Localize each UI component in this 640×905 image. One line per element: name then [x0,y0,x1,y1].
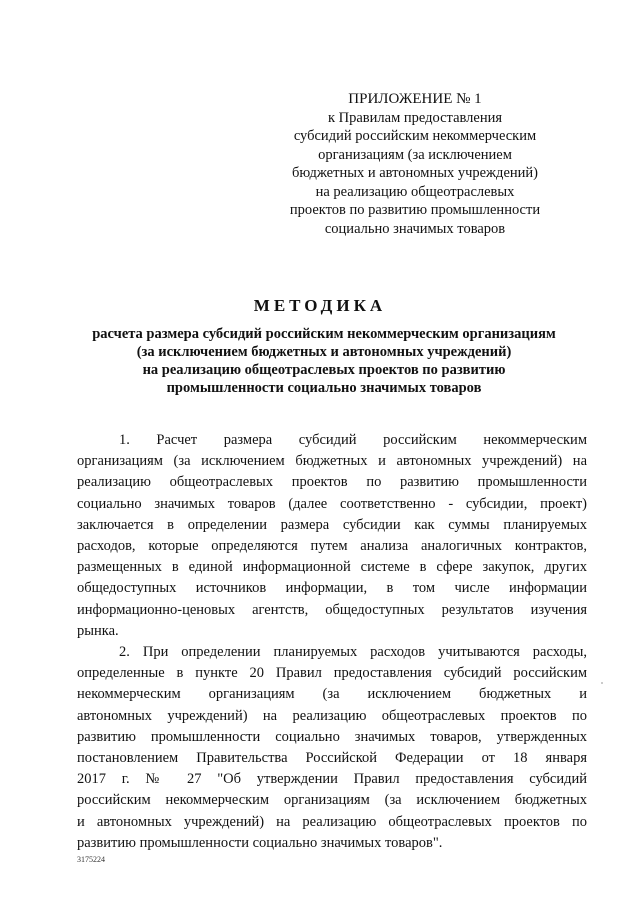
subtitle-line: промышленности социально значимых товаров [166,380,482,396]
text-line: развитию промышленности социально значимых товаров". [77,834,443,851]
document-subtitle [60,325,588,397]
appendix-line: к Правилам предоставления [327,109,503,126]
text-line: 1. Расчет размера субсидий российским некоммерческим [119,432,587,448]
appendix-line: организациям (за исключением [318,146,512,163]
text-line: и автономных учреждений) на реализацию общеотраслевых проектов по [77,813,587,830]
appendix-line: на реализацию общеотраслевых [315,183,515,200]
text-line: расходов, которые определяются путем анализа аналогичных контрактов, [77,538,587,555]
text-line: рынка. [77,622,119,639]
appendix-line: социально значимых товаров [324,220,506,237]
text-line: 2. При определении планируемых расходов учитываются расходы, [119,644,587,661]
subtitle-line: (за исключением бюджетных и автономных учреждений) [136,344,512,360]
text-line: социально значимых товаров (далее соответственно - субсидии, проект) [77,495,587,512]
text-line: развитию промышленности социально значимых товаров, утвержденных [77,728,587,745]
document-number: 3175224 [77,855,105,864]
text-line: постановлением Правительства Российской Федерации от 18 января [77,750,587,767]
document-body [77,430,587,854]
text-line: информационно-ценовых агентств, общедоступных результатов изучения [77,601,587,618]
text-line: автономных учреждений) на реализацию общеотраслевых проектов по [77,707,587,724]
paragraph-1 [77,430,587,642]
document-title: МЕТОДИКА [253,296,387,315]
text-line: общедоступных источников информации, в том числе информации [77,580,587,597]
text-line: некоммерческим организациям (за исключением бюджетных и [77,686,587,703]
text-line: определенные в пункте 20 Правил предоставления субсидий российским [77,665,587,682]
appendix-line: бюджетных и автономных учреждений) [292,165,538,181]
text-line: заключается в определении размера субсидии как суммы планируемых [77,516,587,533]
appendix-line: субсидий российским некоммерческим [293,128,537,144]
text-line: размещенных в единой информационной системе в сфере закупок, других [77,559,587,576]
subtitle-line: расчета размера субсидий российским некоммерческим организациям [92,326,556,342]
subtitle-line: на реализацию общеотраслевых проектов по развитию [142,362,506,378]
text-line: российским некоммерческим организациям (за исключением бюджетных [77,792,587,809]
appendix-title: ПРИЛОЖЕНИЕ № 1 [348,91,482,107]
text-line: организациям (за исключением бюджетных и автономных учреждений) на [77,453,587,470]
text-line: реализацию общеотраслевых проектов по развитию промышленности [77,474,587,491]
paragraph-2 [77,642,587,854]
scan-speck [601,682,603,684]
text-line: 2017 г. № 27 "Об утверждении Правил предоставления субсидий [77,771,587,788]
appendix-line: проектов по развитию промышленности [289,202,541,218]
appendix-header [270,90,560,238]
